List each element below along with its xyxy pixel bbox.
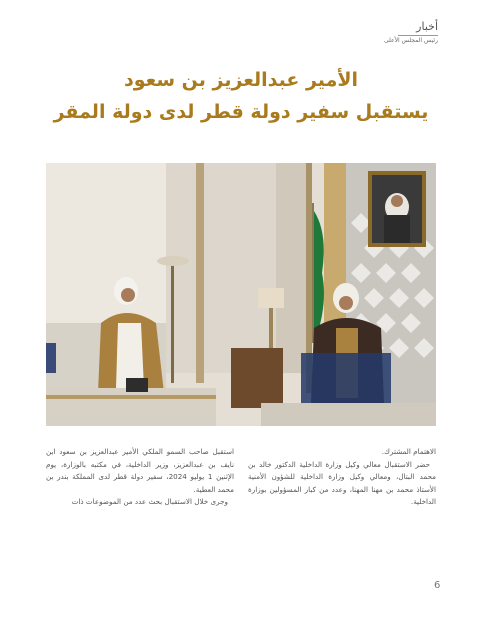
paragraph: وجرى خلال الاستقبال بحث عدد من الموضوعات ذات xyxy=(71,497,228,506)
article-body xyxy=(46,446,436,509)
section-title: أخبار xyxy=(416,20,438,33)
article-column-left xyxy=(248,446,436,509)
page-number: 6 xyxy=(434,580,441,591)
paragraph: حضر الاستقبال معالي وكيل وزارة الداخلية الدكتور خالد بن محمد البتال، ومعالي وكيل وزارة الداخلية للشؤون الأمنية الأستاذ محمد بن مهنا المهنا، وعدد من كبار المسؤولين بوزارة الداخلية. xyxy=(248,459,436,506)
section-subtitle: رئيس المجلس الأعلى xyxy=(384,37,438,44)
paragraph: استقبل صاحب السمو الملكي الأمير عبدالعزيز بن سعود ابن نايف بن عبدالعزيز، وزير الداخلية، في مكتبه بالوزارة، يوم الإثنين 1 يوليو 2024، سفير دولة قطر لدى المملكة بندر بن محمد العطية. xyxy=(46,447,234,494)
meeting-photo xyxy=(46,163,436,426)
paragraph: الاهتمام المشترك. xyxy=(381,447,436,456)
article-column-right xyxy=(46,446,234,509)
section-divider xyxy=(398,35,438,36)
section-tag xyxy=(384,20,438,45)
headline-line-2: يستقبل سفير دولة قطر لدى دولة المقر xyxy=(53,101,429,123)
headline xyxy=(40,66,442,126)
headline-line-1: الأمير عبدالعزيز بن سعود xyxy=(123,69,358,91)
